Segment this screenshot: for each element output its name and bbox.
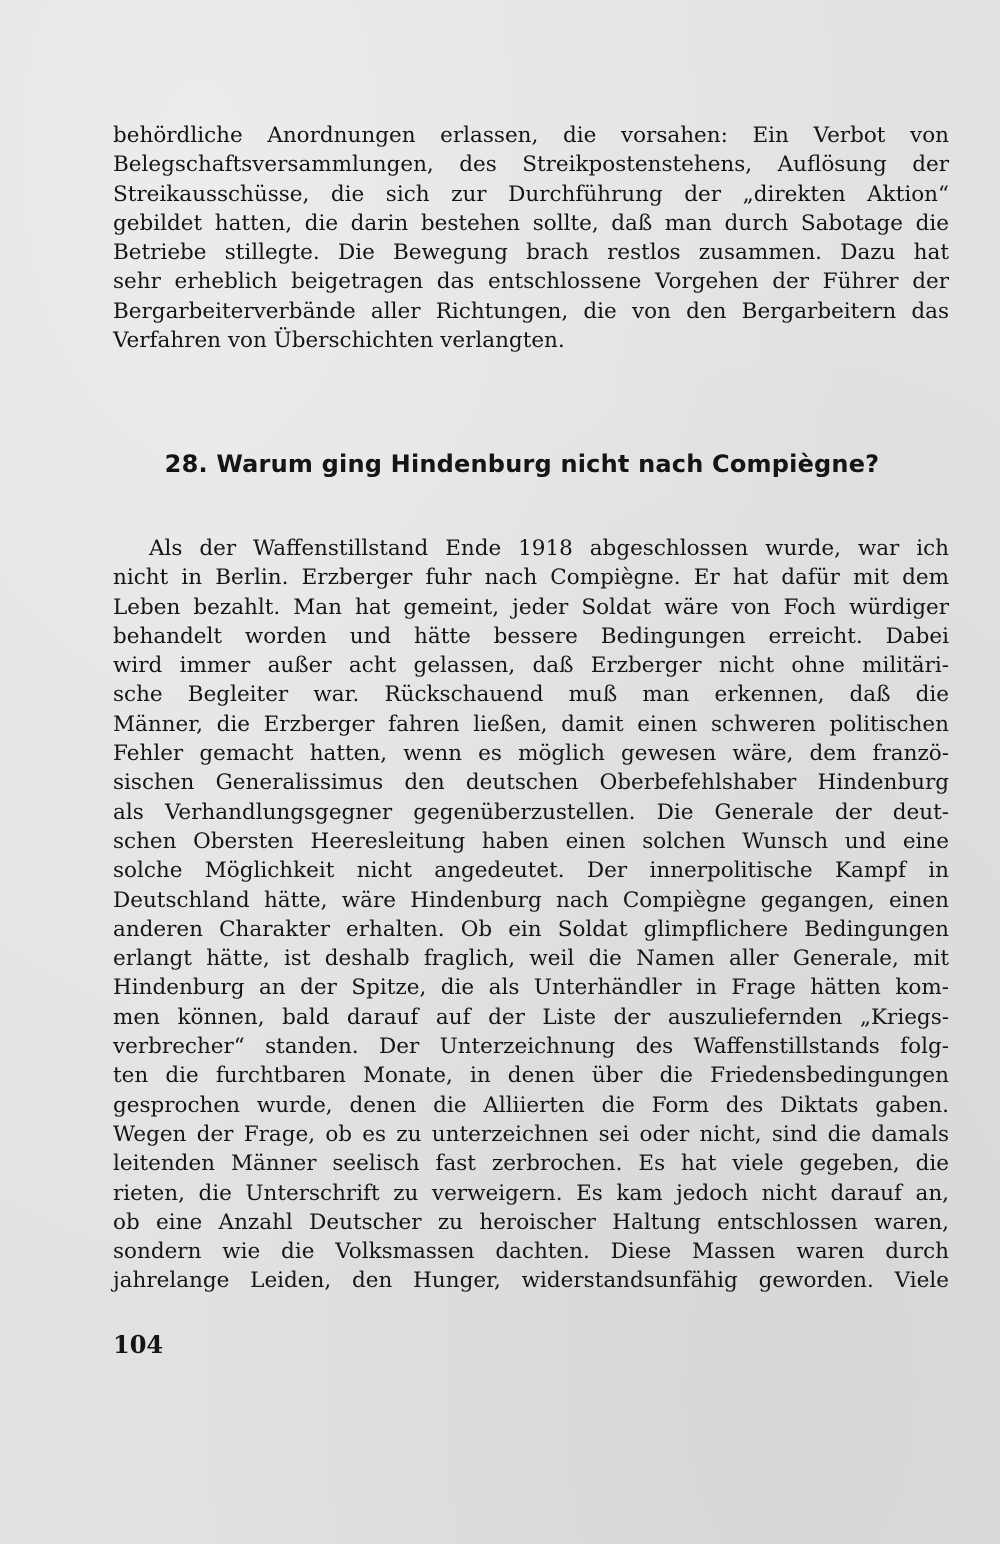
text-line: Wegen der Frage, ob es zu unterzeichnen sei oder nicht, sind die damals xyxy=(113,1121,949,1147)
text-line: Hindenburg an der Spitze, die als Unterhändler in Frage hätten kom- xyxy=(113,975,949,1001)
text-line: sondern wie die Volksmassen dachten. Diese Massen waren durch xyxy=(113,1239,949,1265)
text-line: Fehler gemacht hatten, wenn es möglich gewesen wäre, dem franzö- xyxy=(113,741,949,767)
text-line: Deutschland hätte, wäre Hindenburg nach Compiègne gegangen, einen xyxy=(113,887,949,913)
text-line: men können, bald darauf auf der Liste der auszuliefernden „Kriegs- xyxy=(113,1004,949,1030)
page-number: 104 xyxy=(113,1330,164,1359)
text-line: Verfahren von Überschichten verlangten. xyxy=(113,328,565,354)
text-line: Betriebe stillegte. Die Bewegung brach restlos zusammen. Dazu hat xyxy=(113,240,949,266)
text-line: sche Begleiter war. Rückschauend muß man erkennen, daß die xyxy=(113,682,949,708)
text-line: sehr erheblich beigetragen das entschlossene Vorgehen der Führer der xyxy=(113,269,949,295)
text-line: sischen Generalissimus den deutschen Oberbefehlshaber Hindenburg xyxy=(113,770,949,796)
text-line: nicht in Berlin. Erzberger fuhr nach Compiègne. Er hat dafür mit dem xyxy=(113,565,949,591)
text-line: Leben bezahlt. Man hat gemeint, jeder Soldat wäre von Foch würdiger xyxy=(113,594,949,620)
text-line: Bergarbeiterverbände aller Richtungen, die von den Bergarbeitern das xyxy=(113,298,949,324)
text-line: behördliche Anordnungen erlassen, die vorsahen: Ein Verbot von xyxy=(113,123,949,148)
text-line: gesprochen wurde, denen die Alliierten die Form des Diktats gaben. xyxy=(113,1092,949,1118)
text-line: Belegschaftsversammlungen, des Streikpostenstehens, Auflösung der xyxy=(113,152,949,178)
section-paragraph xyxy=(113,534,949,1296)
text-line: ten die furchtbaren Monate, in denen über die Friedensbedingungen xyxy=(113,1063,949,1089)
text-line: rieten, die Unterschrift zu verweigern. Es kam jedoch nicht darauf an, xyxy=(113,1180,949,1206)
continued-paragraph xyxy=(113,121,949,355)
text-line: Als der Waffenstillstand Ende 1918 abgeschlossen wurde, war ich xyxy=(149,536,949,561)
text-line: wird immer außer acht gelassen, daß Erzberger nicht ohne militäri- xyxy=(113,653,949,679)
text-line: leitenden Männer seelisch fast zerbrochen. Es hat viele gegeben, die xyxy=(113,1151,949,1177)
text-line: erlangt hätte, ist deshalb fraglich, weil die Namen aller Generale, mit xyxy=(113,946,949,972)
text-line: ob eine Anzahl Deutscher zu heroischer Haltung entschlossen waren, xyxy=(113,1209,949,1235)
text-line: schen Obersten Heeresleitung haben einen solchen Wunsch und eine xyxy=(113,828,949,854)
text-line: anderen Charakter erhalten. Ob ein Soldat glimpflichere Bedingungen xyxy=(113,916,949,942)
section-heading: 28. Warum ging Hindenburg nicht nach Compiègne? xyxy=(164,450,880,478)
text-line: Männer, die Erzberger fahren ließen, damit einen schweren politischen xyxy=(113,711,949,737)
text-line: Streikausschüsse, die sich zur Durchführung der „direkten Aktion“ xyxy=(113,181,949,207)
text-line: gebildet hatten, die darin bestehen sollte, daß man durch Sabotage die xyxy=(113,210,949,236)
text-line: behandelt worden und hätte bessere Bedingungen erreicht. Dabei xyxy=(113,623,949,649)
text-line: jahrelange Leiden, den Hunger, widerstandsunfähig geworden. Viele xyxy=(113,1268,949,1294)
text-line: solche Möglichkeit nicht angedeutet. Der innerpolitische Kampf in xyxy=(113,858,949,884)
text-line: als Verhandlungsgegner gegenüberzustellen. Die Generale der deut- xyxy=(113,799,949,825)
text-line: verbrecher“ standen. Der Unterzeichnung des Waffenstillstands folg- xyxy=(113,1034,949,1060)
